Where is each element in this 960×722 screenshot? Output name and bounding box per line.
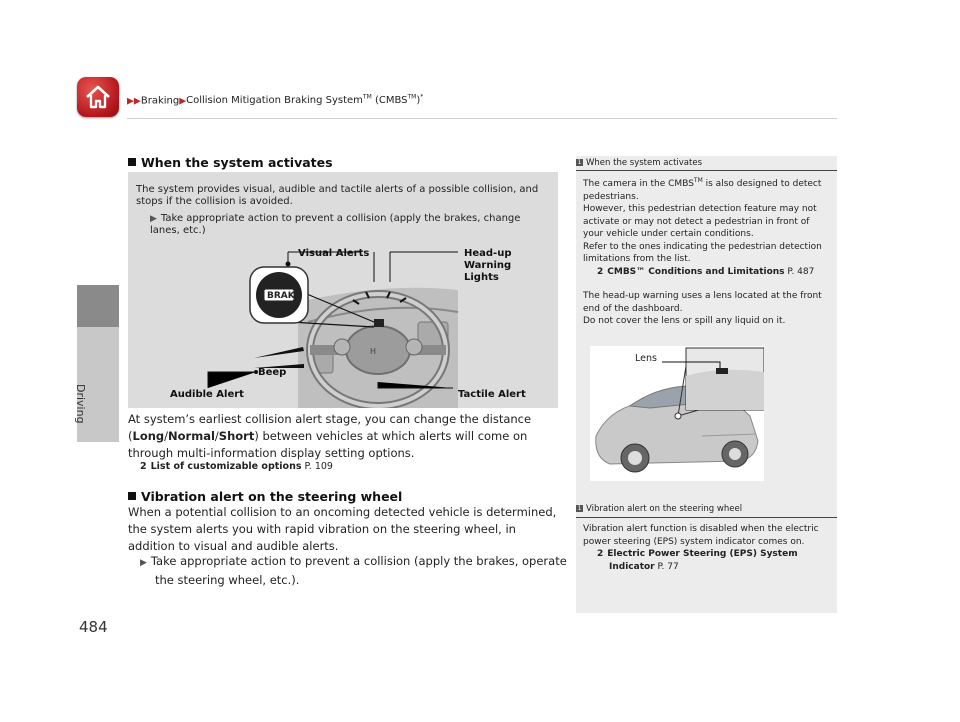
triangle-bullet-icon: ▶ (150, 214, 157, 224)
label-brake: BRAKE (267, 291, 301, 301)
breadcrumb-cmbs[interactable]: Collision Mitigation Braking System™ (CMBS™)* (186, 94, 424, 107)
page-number: 484 (79, 618, 108, 636)
xref-icon: 2 (140, 461, 147, 472)
figure-intro-text: The system provides visual, audible and tactile alerts of a possible collision, and stops if the collision is avoided. (136, 184, 539, 207)
note-icon: 1 (577, 159, 582, 166)
breadcrumb (127, 94, 423, 106)
alert-figure (128, 172, 558, 408)
label-tactile-alert: Tactile Alert (458, 389, 526, 400)
note-icon: 1 (577, 505, 582, 512)
breadcrumb-arrow-icon: ▶ (179, 96, 187, 107)
note-rule (576, 170, 837, 171)
home-icon[interactable] (77, 77, 119, 117)
xref-cmbs-conditions[interactable]: 2 CMBS™ Conditions and Limitations P. 487 (597, 266, 815, 277)
section-heading-when-activates: When the system activates (128, 155, 333, 170)
label-visual-alerts: Visual Alerts (298, 248, 370, 259)
figure-bullet: ▶ Take appropriate action to prevent a collision (apply the brakes, change lanes, etc.) (150, 213, 521, 236)
label-lens: Lens (635, 353, 657, 364)
label-audible-alert: Audible Alert (170, 389, 244, 400)
note-rule (576, 517, 837, 518)
breadcrumb-arrow-icon: ▶▶ (127, 96, 141, 107)
section1-paragraph: At system’s earliest collision alert stage, you can change the distance (Long/Normal/Short) between vehicles at which alerts will come on through multi-information display setting options. (128, 412, 532, 460)
sidebar-label: Driving (74, 384, 87, 424)
svg-text:H: H (370, 347, 377, 356)
section-heading-vibration: Vibration alert on the steering wheel (128, 489, 402, 504)
square-bullet-icon (128, 158, 136, 166)
label-beep: Beep (258, 367, 287, 378)
xref-eps-indicator[interactable]: 2 Electric Power Steering (EPS) System (597, 549, 798, 559)
header-rule (127, 118, 837, 119)
lens-photo (590, 346, 764, 481)
note1-text: The camera in the CMBS™ is also designed to detect pedestrians. However, this pedestrian detection feature may not activate or may not detect a pedestrian in front of your vehicle under certain conditions. Refer to the ones indicating the pedestrian detection limitations from the list. 2 CMBS™ Conditions and Limitations P. 487 The head-up warning uses a lens located at the front end of the dashboard. Do not cover the lens or spill any liquid on it. (583, 175, 831, 328)
section2-bullet: ▶ Take appropriate action to prevent a collision (apply the brakes, operate the steering wheel, etc.). (140, 554, 567, 587)
note-heading-vibration: 1 Vibration alert on the steering wheel (577, 504, 743, 514)
dashboard-illustration (128, 172, 558, 408)
triangle-bullet-icon: ▶ (140, 558, 147, 568)
section2-paragraph: When a potential collision to an oncoming detected vehicle is determined, the system alerts you with rapid vibration on the steering wheel, in addition to visual and audible alerts. (128, 505, 557, 553)
sidebar-tab-dark (77, 285, 119, 327)
breadcrumb-braking[interactable]: Braking (140, 95, 180, 107)
label-head-up-warning: Head-up Warning Lights (464, 248, 512, 283)
square-bullet-icon (128, 492, 136, 500)
note2-text: Vibration alert function is disabled when the electric power steering (EPS) system indicator comes on. 2 Electric Power Steering (EPS) System Indicator P. 77 (583, 523, 831, 573)
xref-customizable-options[interactable]: 2 List of customizable options P. 109 (140, 461, 333, 472)
note-heading-when-activates: 1 When the system activates (577, 158, 702, 168)
xref-eps-indicator-line2[interactable]: Indicator P. 77 (609, 561, 679, 572)
